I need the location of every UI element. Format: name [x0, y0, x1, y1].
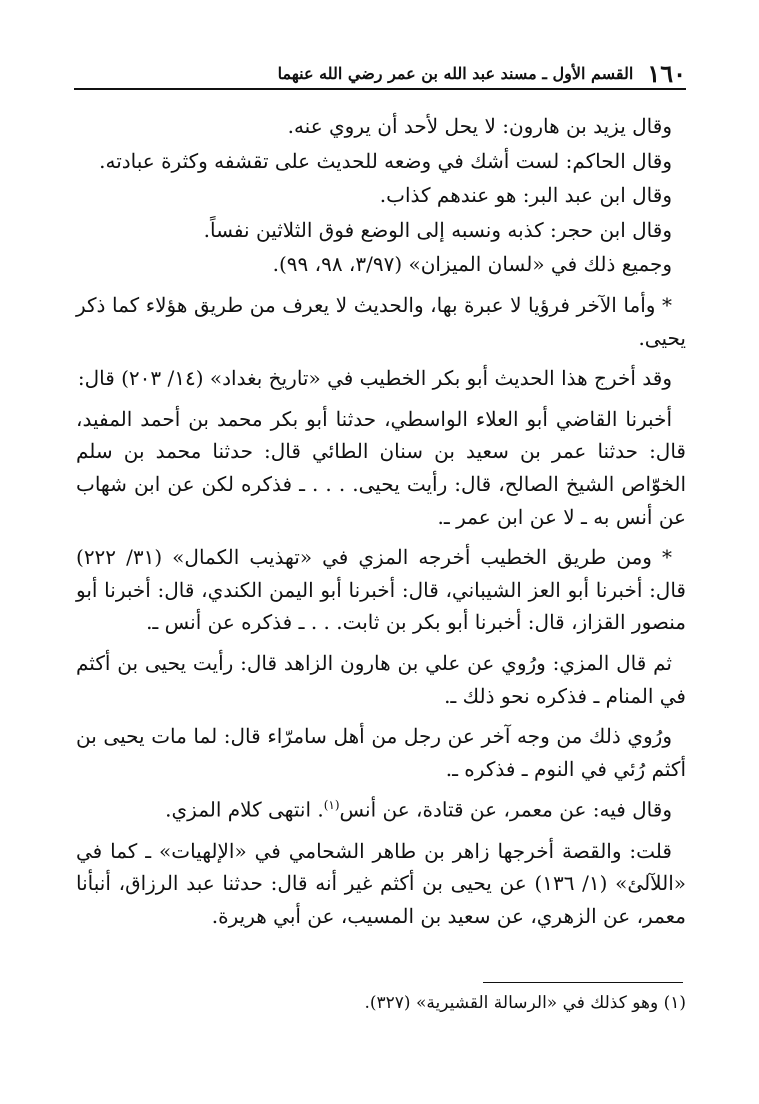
mamar-text: وقال فيه: عن معمر، عن قتادة، عن أنس	[339, 797, 672, 822]
paragraph-samarra: ورُوي ذلك من وجه آخر عن رجل من أهل سامرّاء قال: لما مات يحيى بن أكثم رُئي في النوم ـ فذكره ـ.	[76, 724, 686, 781]
page-number: ١٦٠	[647, 58, 686, 88]
main-text	[76, 110, 686, 936]
paragraph-tarikh-baghdad: وقد أخرج هذا الحديث أبو بكر الخطيب في «تاريخ بغداد» (١٤/ ٢٠٣) قال:	[77, 366, 672, 391]
page-header	[74, 58, 686, 90]
running-title: القسم الأول ـ مسند عبد الله بن عمر رضي الله عنهما	[277, 63, 634, 83]
paragraph-hakim: وقال الحاكم: لست أشك في وضعه للحديث على تقشفه وكثرة عبادته.	[99, 148, 672, 173]
paragraph-tahdhib: * ومن طريق الخطيب أخرجه المزي في «تهذيب الكمال» (٣١/ ٢٢٢) قال: أخبرنا أبو العز الشيباني، قال: أخبرنا أبو اليمن الكندي، قال: أخبرنا أبو منصور القزاز، قال: أخبرنا أبو بكر بن ثابت. . . ـ فذكره عن أنس ـ.	[76, 545, 686, 635]
paragraph-mizzi-said: ثم قال المزي: ورُوي عن علي بن هارون الزاهد قال: رأيت يحيى بن أكثم في المنام ـ فذكره نحو ذلك ـ.	[76, 650, 686, 708]
paragraph-ibn-hajar: وقال ابن حجر: كذبه ونسبه إلى الوضع فوق الثلاثين نفساً.	[203, 217, 672, 242]
footnote-divider	[483, 982, 683, 983]
paragraph-ibn-abd-al-barr: وقال ابن عبد البر: هو عندهم كذاب.	[379, 183, 672, 208]
footnote-marker: (١)	[323, 798, 340, 813]
mamar-text-end: . انتهى كلام المزي.	[165, 797, 324, 822]
paragraph-lisan-reference: وجميع ذلك في «لسان الميزان» (٣/٩٧، ٩٨، ٩٩).	[272, 252, 672, 277]
paragraph-isnad-khatib: أخبرنا القاضي أبو العلاء الواسطي، حدثنا أبو بكر محمد بن أحمد المفيد، قال: حدثنا عمر بن سعيد بن سنان الطائي قال: حدثنا محمد بن سلم الخوّاص الشيخ الصالح، قال: رأيت يحيى. . . . ـ فذكره لكن عن ابن شهاب عن أنس به ـ لا عن ابن عمر ـ.	[76, 406, 686, 529]
paragraph-conclusion: قلت: والقصة أخرجها زاهر بن طاهر الشحامي في «الإلهيات» ـ كما في «اللآلئ» (١/ ١٣٦) عن يحيى بن أكثم غير أنه قال: حدثنا عبد الرزاق، أنبأنا معمر، عن الزهري، عن سعيد بن المسيب، عن أبي هريرة.	[76, 838, 686, 928]
paragraph-mamar	[76, 789, 686, 826]
paragraph-yazid: وقال يزيد بن هارون: لا يحل لأحد أن يروي عنه.	[287, 114, 672, 138]
footnote: (١) وهو كذلك في «الرسالة القشيرية» (٣٢٧).	[364, 993, 686, 1013]
paragraph-second-dream: * وأما الآخر فرؤيا لا عبرة بها، والحديث لا يعرف من طريق هؤلاء كما ذكر يحيى.	[76, 292, 686, 350]
